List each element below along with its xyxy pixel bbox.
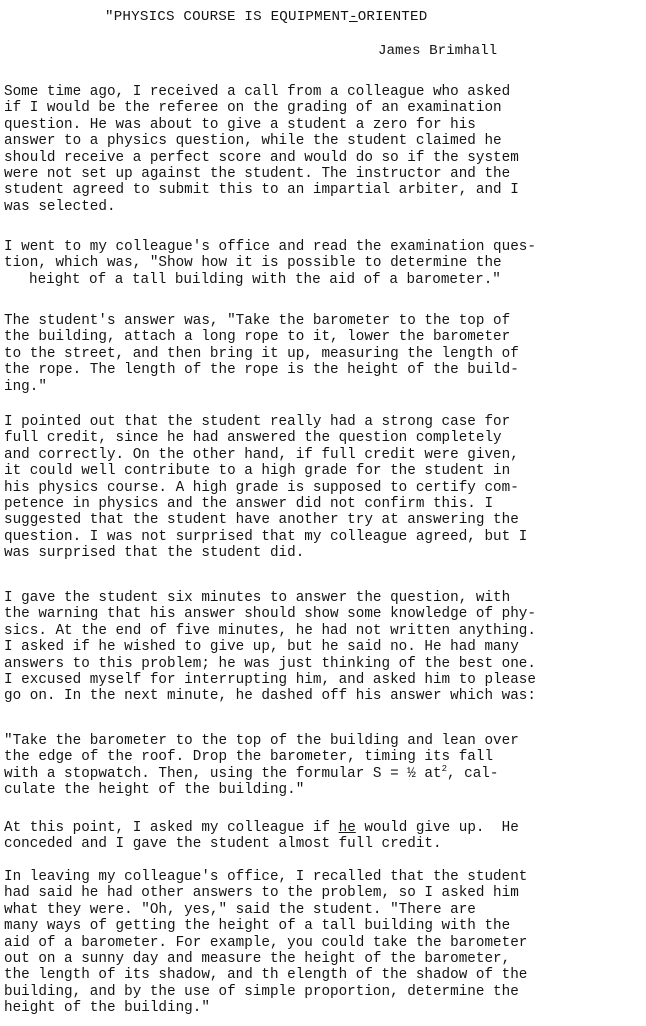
formula-text: with a stopwatch. Then, using the formular S = ½ at: [4, 765, 442, 782]
paragraph-1: [4, 84, 640, 215]
paragraph-4: [4, 414, 640, 562]
text-line: answers to this problem; he was just thinking of the best one.: [4, 655, 536, 672]
text-line: the edge of the roof. Drop the barometer, timing its fall: [4, 749, 494, 766]
text-line: conceded and I gave the student almost full credit.: [4, 836, 442, 853]
text-line: what they were. "Oh, yes," said the student. "There are: [4, 901, 476, 918]
text-line: "Take the barometer to the top of the building and lean over: [4, 733, 519, 749]
text-line: go on. In the next minute, he dashed off his answer which was:: [4, 688, 536, 705]
text-line: the warning that his answer should show some knowledge of phy-: [4, 606, 536, 623]
text-line: to the street, and then bring it up, measuring the length of: [4, 345, 519, 362]
text-line: answer to a physics question, while the student claimed he: [4, 133, 502, 150]
text-line: student agreed to submit this to an impartial arbiter, and I: [4, 182, 519, 199]
text-line: was selected.: [4, 198, 116, 215]
formula-tail: , cal-: [446, 765, 499, 782]
document-title: [105, 9, 427, 25]
text-line: Some time ago, I received a call from a colleague who asked: [4, 84, 511, 100]
title-text-start: "PHYSICS COURSE IS EQUIPMENT: [105, 9, 349, 25]
line-end: would give up. He: [355, 820, 519, 836]
text-line: I excused myself for interrupting him, and asked him to please: [4, 671, 536, 688]
text-line: I pointed out that the student really had a strong case for: [4, 414, 511, 430]
text-line-formula: [4, 763, 640, 782]
text-line: and correctly. On the other hand, if full credit were given,: [4, 446, 519, 463]
text-line: it could well contribute to a high grade for the student in: [4, 463, 511, 480]
text-line: suggested that the student have another try at answering the: [4, 512, 519, 529]
text-line: had said he had other answers to the problem, so I asked him: [4, 885, 519, 902]
text-line: I went to my colleague's office and read the examination ques-: [4, 239, 536, 255]
text-line: the building, attach a long rope to it, lower the barometer: [4, 329, 511, 346]
text-line: sics. At the end of five minutes, he had not written anything.: [4, 622, 536, 639]
text-line: tion, which was, "Show how it is possible to determine the: [4, 255, 502, 272]
text-line: the length of its shadow, and th elength of the shadow of the: [4, 967, 528, 984]
text-line: In leaving my colleague's office, I recalled that the student: [4, 869, 528, 885]
text-line: the rope. The length of the rope is the height of the build-: [4, 362, 519, 379]
text-line: I gave the student six minutes to answer the question, with: [4, 590, 511, 606]
text-line: aid of a barometer. For example, you could take the barometer: [4, 934, 528, 951]
line-start: At this point, I asked my colleague if: [4, 820, 331, 836]
text-line: many ways of getting the height of a tall building with the: [4, 918, 511, 935]
text-line: petence in physics and the answer did not confirm this. I: [4, 495, 494, 512]
text-line: his physics course. A high grade is supposed to certify com-: [4, 479, 519, 496]
text-line: was surprised that the student did.: [4, 545, 305, 562]
text-line: I asked if he wished to give up, but he said no. He had many: [4, 639, 519, 656]
text-line-with-underline: [4, 820, 640, 836]
paragraph-7: [4, 820, 640, 853]
text-line: The student's answer was, "Take the barometer to the top of: [4, 313, 511, 329]
title-text-end: ORIENTED: [357, 9, 428, 25]
text-line: out on a sunny day and measure the height of the barometer,: [4, 950, 511, 967]
text-line: building, and by the use of simple proportion, determine the: [4, 983, 519, 1000]
text-line: ing.": [4, 378, 47, 395]
paragraph-6: [4, 733, 640, 799]
text-line: culate the height of the building.": [4, 782, 305, 799]
paragraph-8: [4, 869, 640, 1017]
paragraph-5: [4, 590, 640, 705]
paragraph-2: [4, 239, 640, 288]
formula-exponent: 2: [441, 763, 447, 774]
text-line: full credit, since he had answered the question completely: [4, 430, 502, 447]
paragraph-3: [4, 313, 640, 395]
title-underlined-hyphen: -: [349, 9, 358, 25]
text-line: height of the building.": [4, 1000, 210, 1017]
underlined-word: he: [338, 820, 356, 836]
text-line: should receive a perfect score and would do so if the system: [4, 149, 519, 166]
author-name: James Brimhall: [378, 43, 498, 59]
text-line: height of a tall building with the aid of a barometer.": [29, 271, 501, 288]
text-line: if I would be the referee on the grading of an examination: [4, 100, 502, 117]
text-line: were not set up against the student. The instructor and the: [4, 165, 511, 182]
text-line: question. I was not surprised that my colleague agreed, but I: [4, 528, 528, 545]
text-line: question. He was about to give a student a zero for his: [4, 116, 476, 133]
